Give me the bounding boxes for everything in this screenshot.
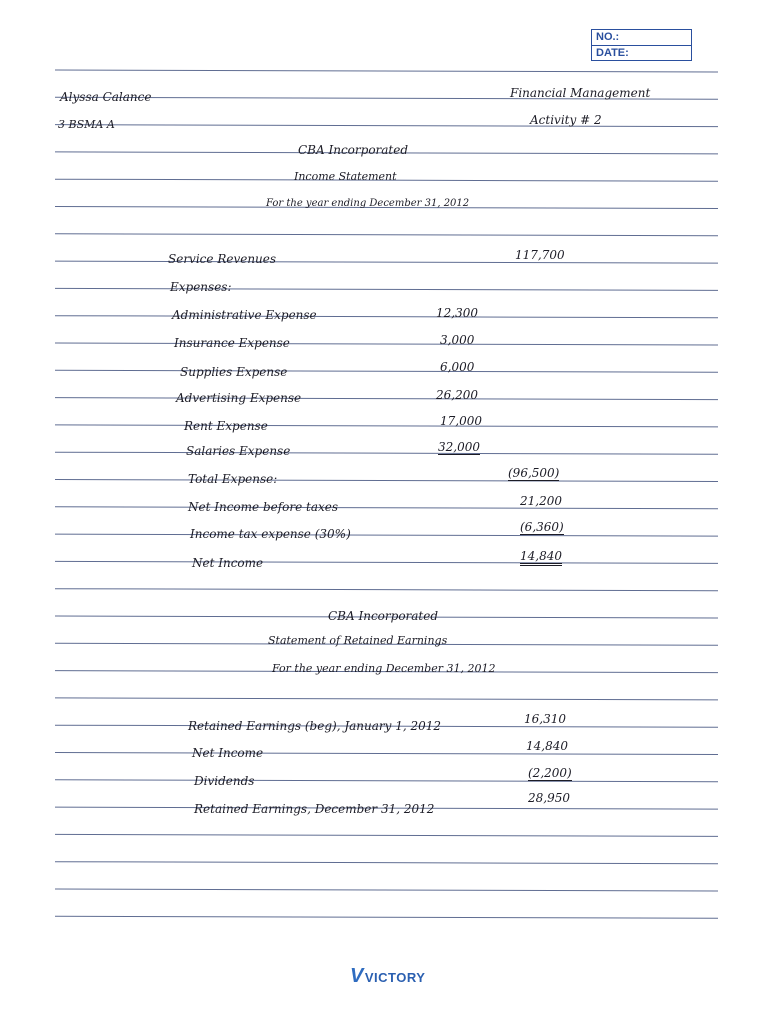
rule-line xyxy=(55,889,718,891)
rule-line xyxy=(55,589,718,591)
expense-label: Advertising Expense xyxy=(176,391,302,405)
expense-value: 3,000 xyxy=(440,333,475,347)
rule-line xyxy=(55,316,718,318)
rule-line xyxy=(55,288,718,290)
expense-value: 32,000 xyxy=(438,440,480,454)
rule-line xyxy=(55,343,718,345)
rule-line xyxy=(55,698,718,700)
income-statement-title: Income Statement xyxy=(294,170,397,183)
rule-line xyxy=(55,425,718,427)
expense-label: Administrative Expense xyxy=(172,308,317,322)
rule-line xyxy=(55,370,718,372)
retained-earnings-row-value: 16,310 xyxy=(524,712,566,726)
net-income-before-taxes-value: 21,200 xyxy=(520,494,562,508)
rule-line xyxy=(55,398,718,400)
expense-label: Supplies Expense xyxy=(180,365,288,379)
course-subject: Financial Management xyxy=(510,86,651,100)
net-income-before-taxes-label: Net Income before taxes xyxy=(188,500,339,514)
retained-earnings-row-label: Retained Earnings (beg), January 1, 2012 xyxy=(188,719,442,733)
rule-line xyxy=(55,261,718,263)
rule-line xyxy=(55,916,718,918)
expense-value: 26,200 xyxy=(436,388,478,402)
retained-earnings-row-value: 14,840 xyxy=(526,739,568,753)
retained-earnings-row-label: Dividends xyxy=(194,774,255,788)
student-name: Alyssa Calance xyxy=(60,90,152,104)
expense-value: 12,300 xyxy=(436,306,478,320)
rule-line xyxy=(55,862,718,864)
service-revenues-value: 117,700 xyxy=(515,248,565,262)
expenses-heading: Expenses: xyxy=(170,280,232,294)
expense-label: Insurance Expense xyxy=(174,336,290,350)
rule-line xyxy=(55,70,718,72)
retained-earnings-period: For the year ending December 31, 2012 xyxy=(272,662,496,675)
rule-line xyxy=(55,452,718,454)
expense-value: 6,000 xyxy=(440,360,475,374)
expense-label: Salaries Expense xyxy=(186,444,291,458)
income-tax-expense-value: (6,360) xyxy=(520,520,564,534)
retained-earnings-company: CBA Incorporated xyxy=(328,609,439,623)
victory-wordmark: VICTORY xyxy=(364,970,426,985)
activity-number: Activity # 2 xyxy=(530,113,602,127)
rule-line xyxy=(55,507,718,509)
date-label: DATE: xyxy=(592,45,691,61)
rule-line xyxy=(55,753,718,755)
income-statement-period: For the year ending December 31, 2012 xyxy=(266,198,470,209)
net-income-value: 14,840 xyxy=(520,549,562,566)
total-expense-value: (96,500) xyxy=(508,466,560,480)
service-revenues-label: Service Revenues xyxy=(168,252,277,266)
expense-label: Rent Expense xyxy=(184,419,268,433)
rule-line xyxy=(55,834,718,836)
no-date-box xyxy=(591,29,692,61)
rule-line xyxy=(55,780,718,782)
student-section: 3 BSMA A xyxy=(58,118,115,131)
rule-line xyxy=(55,534,718,536)
retained-earnings-row-value: (2,200) xyxy=(528,766,572,780)
rule-line xyxy=(55,561,718,563)
victory-logo xyxy=(350,965,425,988)
income-tax-expense-label: Income tax expense (30%) xyxy=(190,527,351,541)
income-statement-company: CBA Incorporated xyxy=(298,143,409,157)
rule-line xyxy=(55,234,718,236)
rule-line xyxy=(55,125,718,127)
rule-line xyxy=(55,480,718,482)
net-income-label: Net Income xyxy=(192,556,264,570)
retained-earnings-row-label: Retained Earnings, December 31, 2012 xyxy=(194,802,435,816)
retained-earnings-title: Statement of Retained Earnings xyxy=(268,634,448,647)
no-label: NO.: xyxy=(596,31,620,43)
victory-mark-icon: V xyxy=(350,965,364,987)
retained-earnings-row-label: Net Income xyxy=(192,746,264,760)
total-expense-label: Total Expense: xyxy=(188,472,278,486)
expense-value: 17,000 xyxy=(440,414,482,428)
retained-earnings-row-value: 28,950 xyxy=(528,791,570,805)
